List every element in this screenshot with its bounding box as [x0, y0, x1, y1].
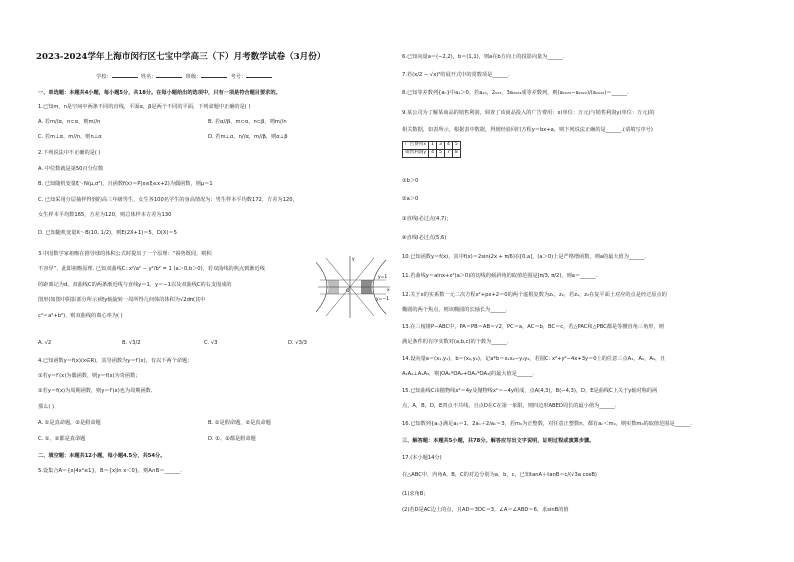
q4-option-a[interactable]: A. ①是真命题，②是假命题	[38, 420, 101, 426]
q10: 10.已知函数y＝f(x)，其中f(x)＝2sin(2x + π/6)在[0,a]，(a＞0)上是严格增函数，则a的最大值为______.	[402, 254, 647, 260]
school-field[interactable]	[112, 73, 138, 78]
section-1-header: 一、单选题：本题共4小题，每小题5分，共18分。在每小题给出的选项中，只有一项是符合题目要求的。	[38, 90, 281, 96]
q14-line-2: A₁A₂⊥A₁A₃，则|OA₁*OA₂+OA₂*OA₃|的最大值是______.	[402, 371, 535, 377]
q12-line-1: 12.关于x的实系数一元二次方程x²+px+2＝0的两个虚根复数为z₁，z₂，若z₁，z₂在复平面上对应的点是经过原点的	[402, 292, 667, 298]
q9-choice-2: ②a＞0	[402, 196, 419, 202]
table-cell: 4	[429, 150, 437, 158]
q4-option-c[interactable]: C. ①、②都是真命题	[38, 436, 86, 442]
q13-line-2: 满足条件的有序实数对(a,b,c)的个数为______.	[402, 339, 509, 345]
q4-prop-2: ②若y＝f(x)为周期函数，则y＝f′(x)也为周期函数.	[38, 388, 153, 394]
table-head-x: 广告费用x	[403, 142, 429, 150]
name-field[interactable]	[156, 73, 182, 78]
table-cell: 5	[437, 150, 445, 158]
q2-stem: 2.下列说法中不正确的是( )	[38, 150, 101, 156]
section-3-header: 三、解答题：本题共5小题，共78分。解答应写出文字说明，证明过程或演算步骤。	[402, 438, 595, 444]
exam-title: 2023-2024学年上海市闵行区七宝中学高三（下）月考数学试卷（3月份）	[36, 52, 326, 62]
q8: 8.已知等差数列{aₙ}中a₁＞0，若a₁₀，2₀₂₃，3a₂₀₂₄成等差数列，则(a₂₀₂₃−a₂₀₂₂)/(a₂₀₂₃)＝______.	[402, 90, 629, 96]
q1-option-b[interactable]: B. 若α//β，m⊂α，n⊂β，则m//n	[208, 119, 287, 125]
q17-head: 17.(本小题14分)	[402, 455, 442, 461]
q4-option-d[interactable]: D. ①、②都是假命题	[208, 436, 256, 442]
q1-option-a[interactable]: A. 若m//α，n⊂α，则m//n	[38, 119, 101, 125]
q2-option-d[interactable]: D. 已知随机变量X～B(10, 1/2)，则E(2X+1)＝5，D(X)＝5	[38, 230, 177, 236]
label-y: y	[352, 257, 355, 262]
q13-line-1: 13.在三棱锥P−ABC中，PA＝PB＝AB＝√2，PC＝a，AC＝b，BC＝c，若△PAC和△PBC都是等腰直角三角形，则	[402, 324, 664, 330]
label-origin: O	[346, 289, 350, 294]
q4-stem: 4.已知函数y＝f(x)(x∈R)，其导函数为y＝f′(x)，有以下两个命题：	[38, 358, 193, 364]
q3-line-4: 图形(如图中阴影部分所示)绕y轴旋转一周所得几何体的体积为√2dπ(其中	[38, 297, 206, 303]
q14-line-1: 14.设向量a＝(x₁,y₁)，b＝(x₂,y₂)，记a*b＝x₁x₂−y₁y₂，若圆C: x²+y²−4x+3y＝0上的任意三点A₁，A₂，A₃，且	[402, 356, 666, 362]
label-ym1: y=−1	[376, 297, 390, 302]
q3-line-5: c²＝a²+b²)，则双曲线的离心率为( )	[38, 313, 123, 319]
q4-prop-1: ①若y＝f′(x)为偶函数，则y＝f(x)为奇函数；	[38, 373, 141, 379]
table-cell: 8	[452, 150, 460, 158]
q9-line-1: 9.某公司为了解某商品的销售利润，调查了该商品投入的广告费用：x(单位：万元)与销售利润y(单位：万元)的	[402, 110, 655, 116]
name-label: 姓名：	[140, 74, 157, 80]
q3-option-c[interactable]: C. √3	[204, 340, 218, 346]
hyperbola-figure	[316, 254, 392, 320]
exam-no-label: 考号：	[230, 74, 247, 80]
q1-option-d[interactable]: D. 若m⊥α，n//α，m//β，则α⊥β	[208, 134, 288, 140]
q2-option-b[interactable]: B. 已知随机变量ξ～N(μ,σ²)，且函数f(x)＝P(x≤ξ≤x+2)为偶函数，则μ＝1	[38, 181, 213, 187]
table-cell: 7	[444, 150, 452, 158]
class-label: 班级：	[185, 74, 202, 80]
q3-line-3: 的距离记为d，双曲线C的两条渐近线与直线y＝1，y＝−1以及双曲线C的右支围成的	[38, 282, 232, 288]
q9-line-2: 相关数据，如表所示，根据表中数据，得到经验回归方程y＝bx+a，则下列说法正确的是______.(请填写序号)	[402, 127, 653, 133]
q2-option-c[interactable]: C. 已知采用分层抽样得到的高三年级男生、女生各100名学生的身高情况为：男生样本平均数172，方差为120，	[38, 197, 298, 203]
q17-line-1: 在△ABC中，内角A，B，C的对边分别为a，b，c，已知tanA＋tanB＝c/(√3a cosB)	[402, 472, 597, 478]
table-cell: 4	[444, 142, 452, 150]
table-row	[403, 150, 461, 158]
table-cell: 3	[437, 142, 445, 150]
q2-option-c-cont: 女生样本平均数165，方差为120，则总体样本方差为130	[38, 212, 172, 218]
q12-line-2: 椭圆的两个焦点，则该椭圆的长轴长为______.	[402, 307, 508, 313]
school-label: 学校：	[96, 74, 112, 80]
q9-choice-3: ③直线l必过点(4,7)；	[402, 216, 452, 222]
info-line	[96, 73, 272, 81]
q7: 7.若(x/2 − √x)⁶的展开式中的常数项是______.	[402, 72, 510, 78]
table-cell: 5	[452, 142, 460, 150]
q9-data-table	[402, 141, 461, 158]
q3-option-a[interactable]: A. √2	[38, 340, 52, 346]
q4-option-b[interactable]: B. ①是假命题，②是真命题	[208, 420, 271, 426]
q2-option-a[interactable]: A. 中位数就是第50百分位数	[38, 166, 104, 172]
q15-line-1: 15.已知曲线C由抛物线x²＝4y及抛物线x²＝−4y组成，点A(4,3)，B(−4,3)，D，E是曲线C上关于y轴对称的两	[402, 388, 658, 394]
q6: 6.已知向量a＝(−2,2)，b＝(1,1)，则a在b方向上的投影向量为______.	[402, 54, 565, 60]
q3-line-2: 不容异”，此即祖暅原理. 已知双曲线C: x²/a² − y²/b² = 1 (a＞0,b＞0)，若双曲线的焦点到渐近线	[38, 266, 265, 272]
q3-option-b[interactable]: B. √3/2	[122, 340, 141, 346]
q1-option-c[interactable]: C. 若m⊥α，m//n，则n⊥α	[38, 134, 102, 140]
q1-stem: 1.已知m，n是空间中两条不同的直线，平面α，β是两个不同的平面，下列命题中正确的是( )	[38, 104, 251, 110]
q11: 11.若曲线y＝alnx+x²(a＞0)的切线的倾斜角的取值范围是[π/3, π/2)，则a＝______.	[402, 273, 598, 279]
label-y1: y=1	[378, 275, 388, 280]
table-row	[403, 142, 461, 150]
label-x: x	[387, 288, 390, 293]
q16: 16.已知数列{aₙ}满足a₁＝1，2aₙ＋2/aₙ＝3，若m₀为正整数，对任意正整数n，都有aₙ＜m₀，则实数m₀的取值范围是______.	[402, 421, 692, 427]
q3-line-1: 3.中国数学家祖暅在推导球的体积公式时提出了一个原理：“幂势既同，则积	[38, 251, 212, 257]
class-field[interactable]	[201, 73, 227, 78]
q17-part-2: (2)若D是AC边上的点，且AD＝3DC＝3，∠A＝∠ABD＝6，求sinB的值	[402, 507, 569, 513]
section-2-header: 二、填空题：本题共12小题，每小题4.5分，共54分。	[38, 453, 166, 459]
table-head-y: 销售利润y	[403, 150, 429, 158]
table-cell: 1	[429, 142, 437, 150]
q3-option-d[interactable]: D. √3/3	[288, 340, 307, 346]
q15-line-2: 点，A，B，D，E四点不共线，且点D在C在第一象限，则四边形ABED周长的最小值为______.	[402, 403, 617, 409]
exam-no-field[interactable]	[246, 73, 272, 78]
q9-choice-4: ④直线l必过点(5,6)	[402, 235, 447, 241]
q9-choice-1: ①b＞0	[402, 178, 419, 184]
q4-ask: 那么( )	[38, 404, 55, 410]
q5: 5.设集合A＝{x|4x²≤1}，B＝{x|ln x＜0}，则A∩B＝______.	[38, 468, 182, 474]
q17-part-1: (1)求角B；	[402, 491, 429, 497]
